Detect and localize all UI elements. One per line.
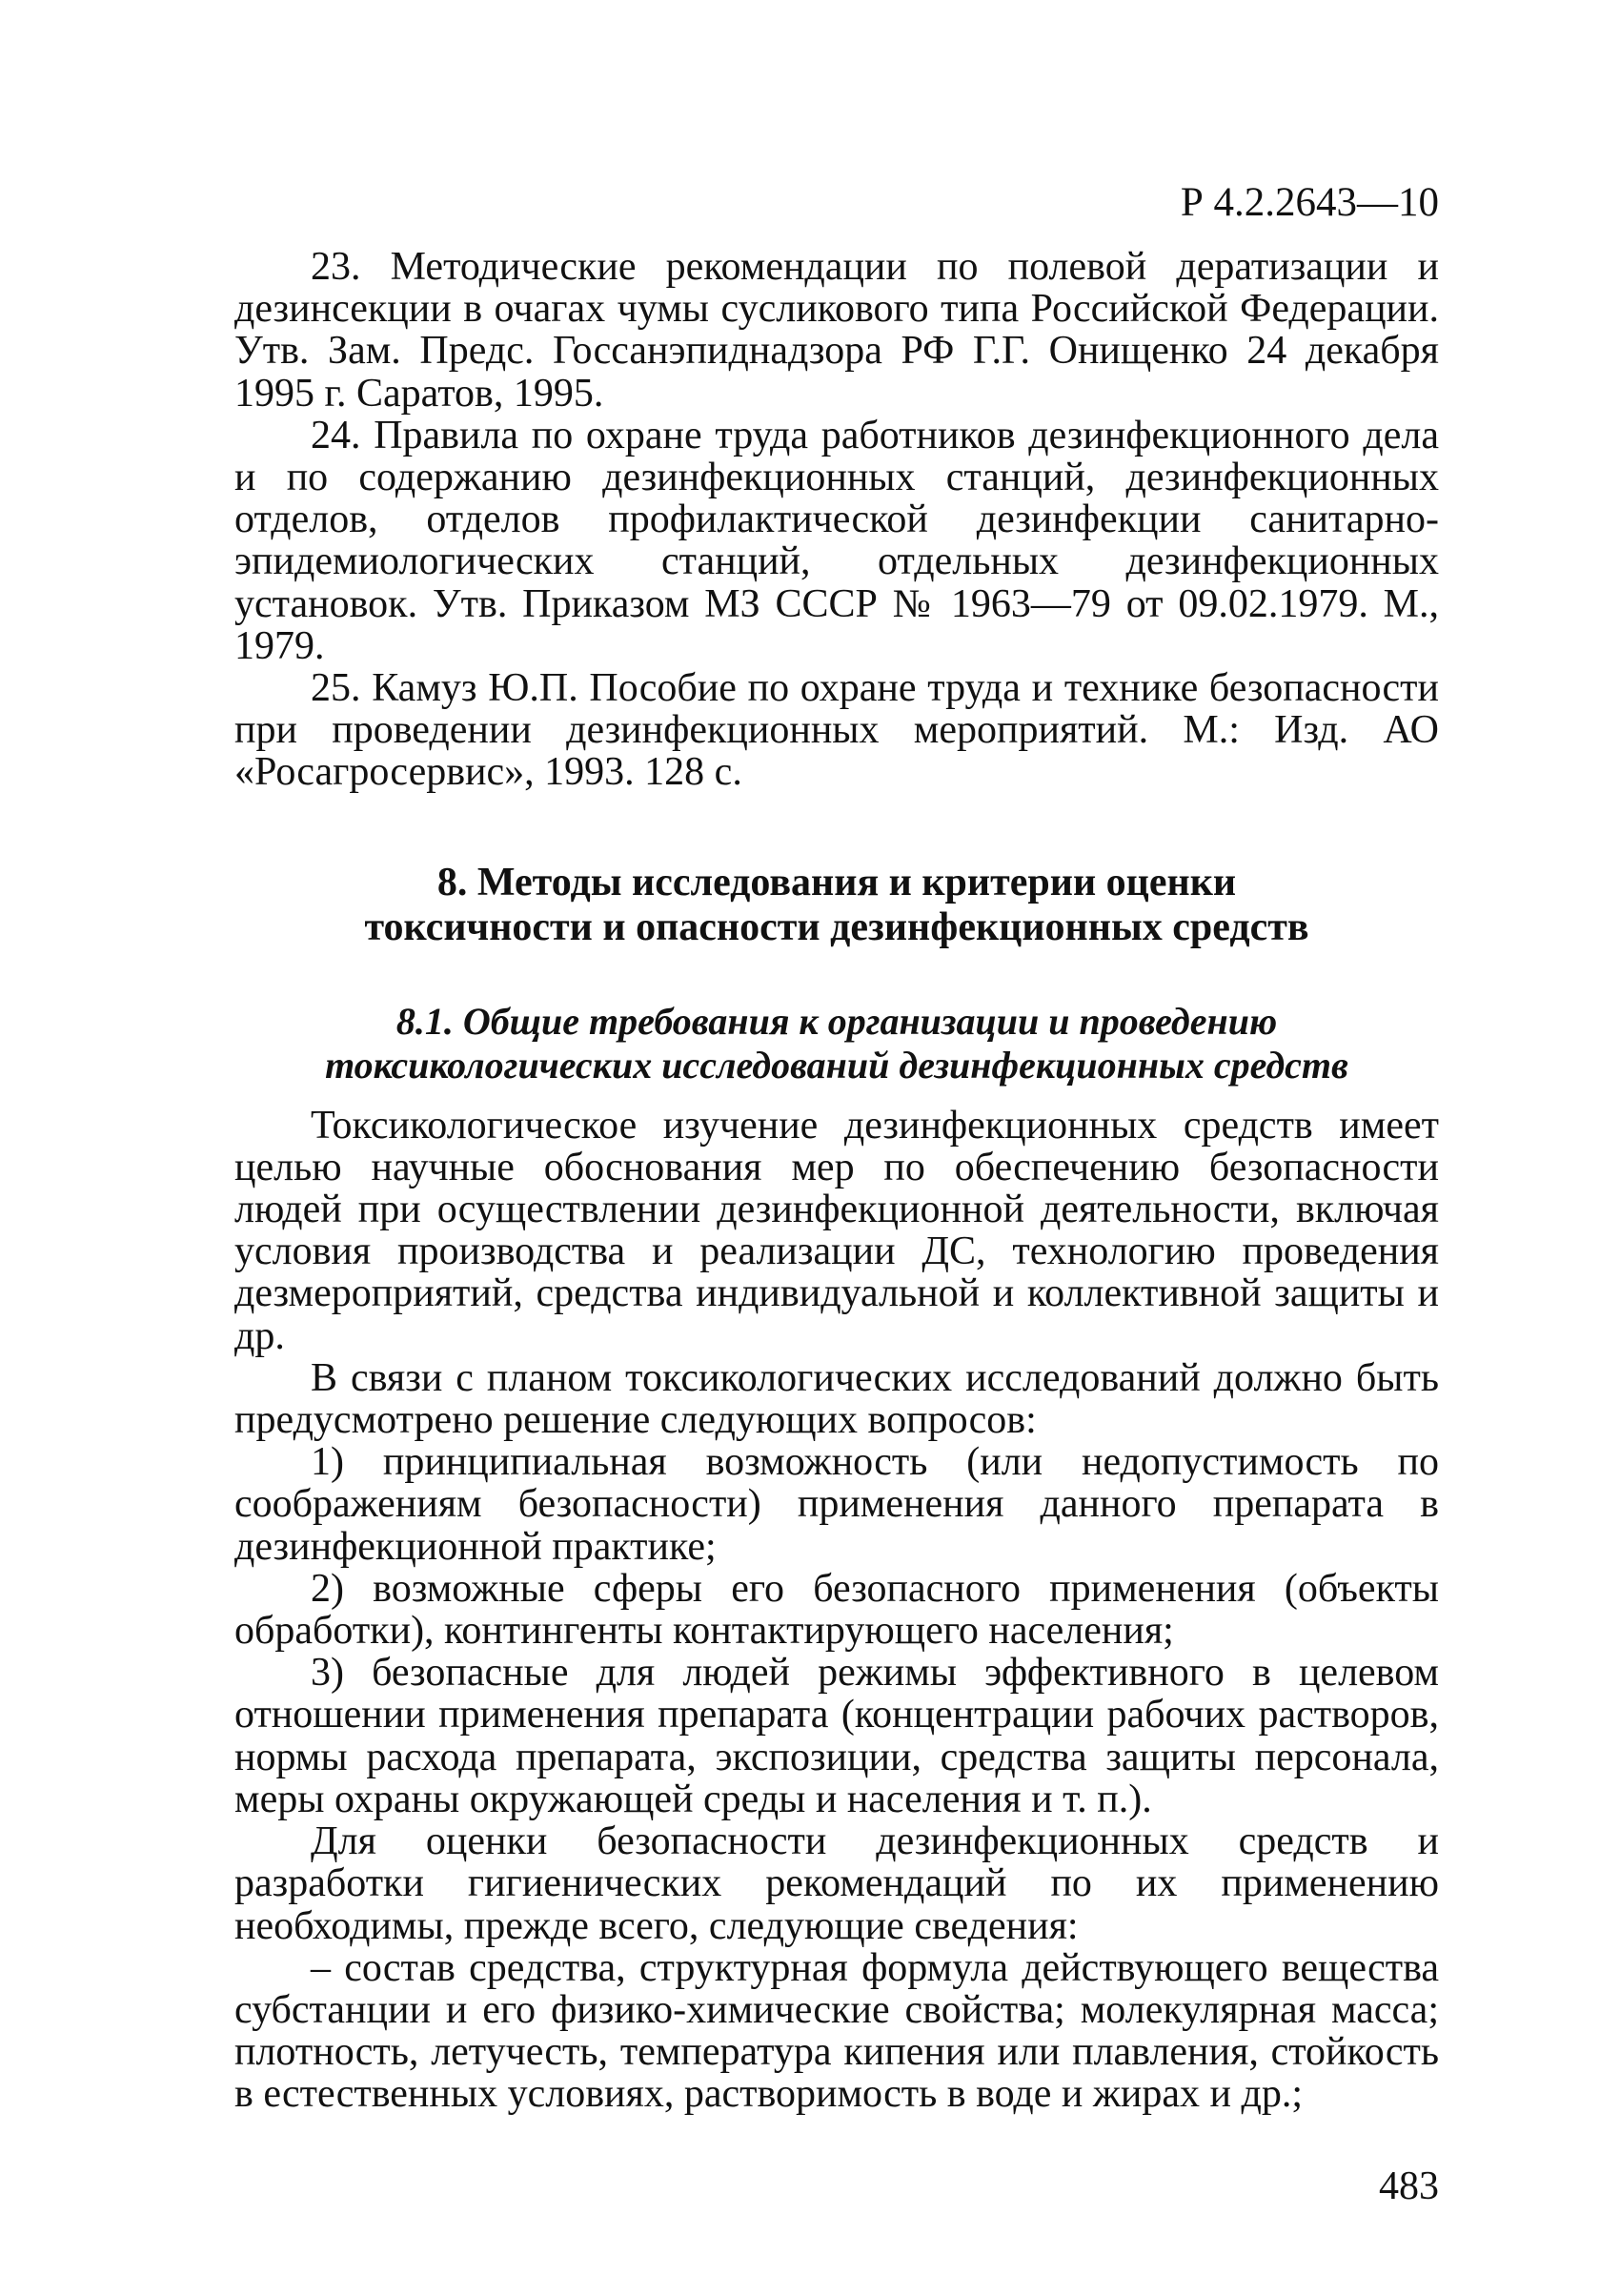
reference-item: 23. Методические рекомендации по полевой дератизации и дезинсекции в очагах чумы сусликового типа Российской Федерации. Утв. Зам. Предс. Госсанэпиднадзора РФ Г.Г. Онищенко 24 декабря 1995 г. Саратов, 1995. (234, 245, 1439, 416)
body-paragraph: В связи с планом токсикологических исследований должно быть предусмотрено решение следующих вопросов: (234, 1355, 1439, 1443)
section-heading (234, 861, 1439, 950)
document-code: Р 4.2.2643—10 (1180, 180, 1439, 225)
body-paragraph: Для оценки безопасности дезинфекционных средств и разработки гигиенических рекомендаций по их применению необходимы, прежде всего, следующие сведения: (234, 1819, 1439, 1948)
subsection-title-line: 8.1. Общие требования к организации и проведению (395, 999, 1278, 1043)
reference-item: 24. Правила по охране труда работников дезинфекционного дела и по содержанию дезинфекционных станций, дезинфекционных отделов, отделов профилактической дезинфекции санитарно-эпидемиологических станций, отдельных дезинфекционных установок. Утв. Приказом МЗ СССР № 1963—79 от 09.02.1979. М., 1979. (234, 413, 1439, 668)
numbered-item: 3) безопасные для людей режимы эффективного в целевом отношении применения препарата (концентрации рабочих растворов, нормы расхода препарата, экспозиции, средства защиты персонала, меры охраны окружающей среды и населения и т. п.). (234, 1651, 1439, 1821)
section-title-line: токсичности и опасности дезинфекционных средств (364, 904, 1309, 949)
body-paragraph: Токсикологическое изучение дезинфекционных средств имеет целью научные обоснования мер по обеспечению безопасности людей при осуществлении дезинфекционной деятельности, включая условия производства и реализации ДС, технологию проведения дезмероприятий, средства индивидуальной и коллективной защиты и др. (234, 1103, 1439, 1358)
subsection-title-line: токсикологических исследований дезинфекционных средств (325, 1043, 1348, 1087)
document-page (234, 179, 1439, 2228)
dash-list-item: – состав средства, структурная формула действующего вещества субстанции и его физико-химические свойства; молекулярная масса; плотность, летучесть, температура кипения или плавления, стойкость в естественных условиях, растворимость в воде и жирах и др.; (234, 1945, 1439, 2117)
numbered-item: 2) возможные сферы его безопасного применения (объекты обработки), контингенты контактирующего населения; (234, 1566, 1439, 1654)
section-title-line: 8. Методы исследования и критерии оценки (436, 860, 1237, 904)
subsection-heading (234, 1000, 1439, 1087)
page-number: 483 (1379, 2164, 1439, 2208)
reference-item: 25. Камуз Ю.П. Пособие по охране труда и технике безопасности при проведении дезинфекционных мероприятий. М.: Изд. АО «Росагросервис», 1993. 128 с. (234, 666, 1439, 795)
numbered-item: 1) принципиальная возможность (или недопустимость по соображениям безопасности) применения данного препарата в дезинфекционной практике; (234, 1440, 1439, 1569)
